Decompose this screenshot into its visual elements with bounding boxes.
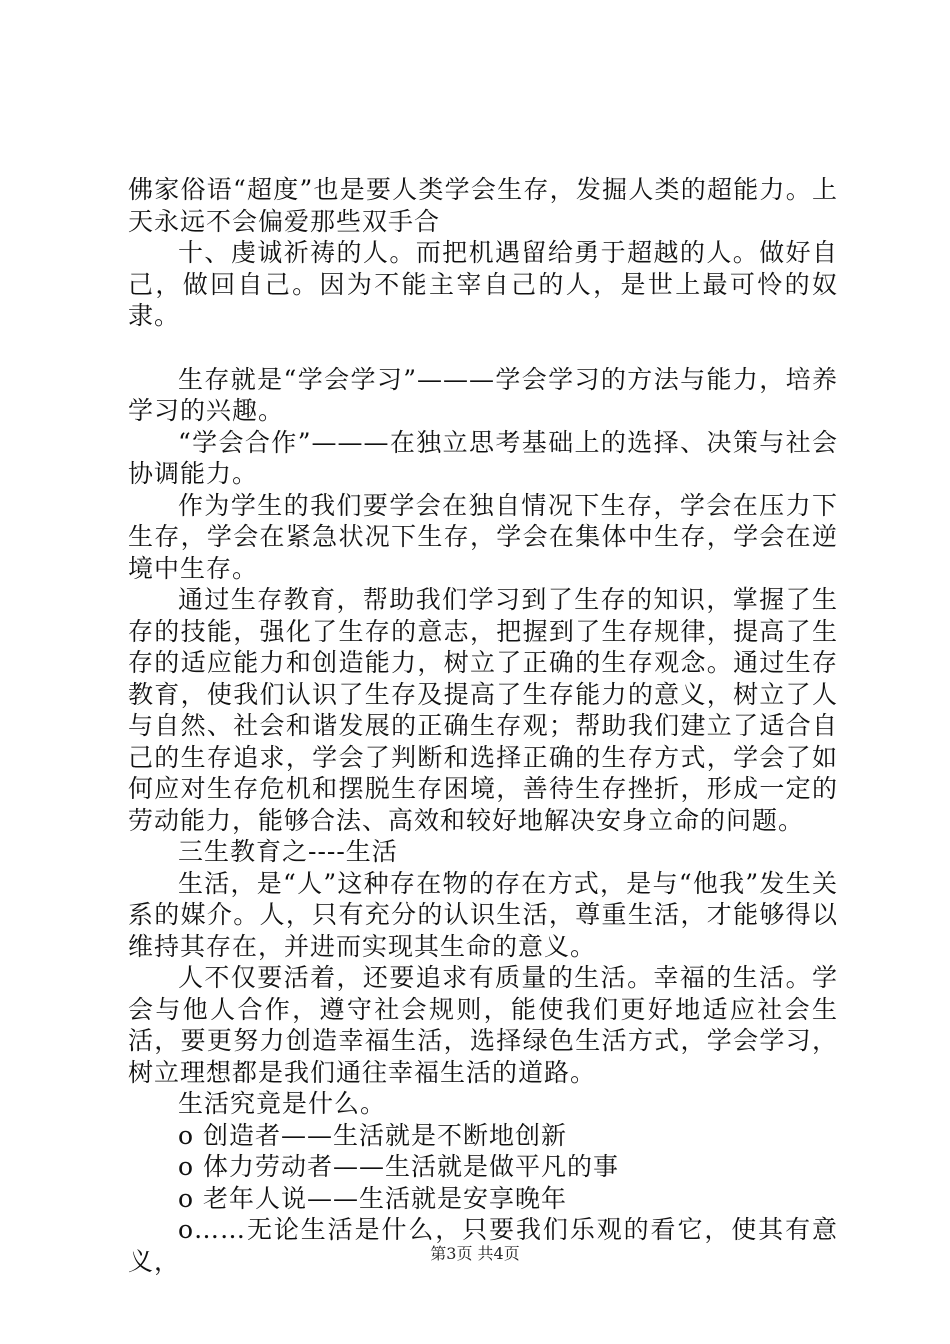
paragraph: 生活，是“人”这种存在物的存在方式，是与“他我”发生关系的媒介。人，只有充分的认识生活，尊重生活，才能够得以维持其存在，并进而实现其生命的意义。 [128, 868, 838, 961]
paragraph: 三生教育之----生活 [178, 837, 398, 866]
paragraph: o……无论生活是什么，只要我们乐观的看它，使其有意义， [128, 1215, 838, 1276]
paragraph: 作为学生的我们要学会在独自情况下生存，学会在压力下生存，学会在紧急状况下生存，学会在集体中生存，学会在逆境中生存。 [128, 490, 838, 583]
paragraph: 通过生存教育，帮助我们学习到了生存的知识，掌握了生存的技能，强化了生存的意志，把握到了生存规律，提高了生存的适应能力和创造能力，树立了正确的生存观念。通过生存教育，使我们认识了生存及提高了生存能力的意义，树立了人与自然、社会和谐发展的正确生存观；帮助我们建立了适合自己的生存追求，学会了判断和选择正确的生存方式，学会了如何应对生存危机和摆脱生存困境，善待生存挫折，形成一定的劳动能力，能够合法、高效和较好地解决安身立命的问题。 [128, 585, 838, 835]
page-footer: 第3页 共4页 [430, 1244, 520, 1263]
paragraph: 十、虔诚祈祷的人。而把机遇留给勇于超越的人。做好自己，做回自己。因为不能主宰自己的人，是世上最可怜的奴隶。 [128, 238, 838, 330]
paragraph: 生存就是“学会学习”———学会学习的方法与能力，培养学习的兴趣。 [128, 364, 838, 425]
paragraph: 佛家俗语“超度”也是要人类学会生存，发掘人类的超能力。上天永远不会偏爱那些双手合 [128, 175, 838, 236]
paragraph: o 体力劳动者——生活就是做平凡的事 [178, 1152, 619, 1181]
document-body [128, 174, 838, 1277]
paragraph: o 创造者——生活就是不断地创新 [178, 1120, 567, 1150]
paragraph: 生活究竟是什么。 [178, 1089, 387, 1118]
paragraph: o 老年人说——生活就是安享晚年 [178, 1183, 567, 1213]
paragraph: “学会合作”———在独立思考基础上的选择、决策与社会协调能力。 [128, 427, 838, 488]
paragraph-gap [128, 332, 838, 364]
paragraph: 人不仅要活着，还要追求有质量的生活。幸福的生活。学会与他人合作，遵守社会规则，能使我们更好地适应社会生活，要更努力创造幸福生活，选择绿色生活方式，学会学习，树立理想都是我们通往幸福生活的道路。 [128, 963, 838, 1087]
